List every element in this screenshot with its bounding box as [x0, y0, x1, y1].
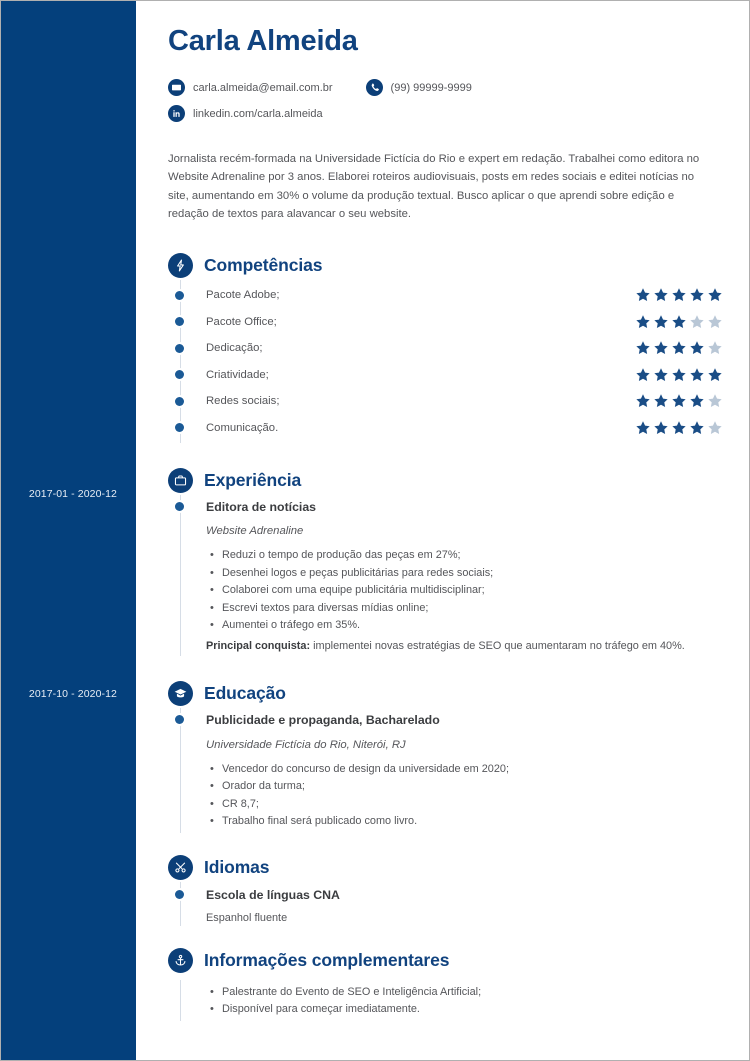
contact-row-primary — [168, 79, 731, 96]
envelope-icon — [168, 79, 185, 96]
star-icon — [689, 287, 705, 303]
list-item: • Disponível para começar imediatamente. — [222, 1001, 731, 1018]
star-icon — [707, 287, 723, 303]
list-item: • Aumentei o tráfego em 35%. — [222, 617, 731, 634]
list-item: • Colaborei com uma equipe publicitária multidisciplinar; — [222, 582, 731, 599]
contact-phone[interactable] — [366, 79, 472, 96]
bullet-dot — [175, 502, 184, 511]
experience-bullets — [206, 547, 731, 634]
section-skills — [168, 248, 731, 443]
skill-rating — [635, 314, 723, 330]
timeline-line — [180, 706, 181, 832]
star-icon — [653, 314, 669, 330]
tools-icon — [168, 855, 193, 880]
star-icon — [671, 314, 687, 330]
star-icon — [653, 367, 669, 383]
graduation-cap-icon — [168, 681, 193, 706]
star-icon — [671, 340, 687, 356]
star-icon — [671, 367, 687, 383]
timeline-line — [180, 881, 181, 926]
skill-name: Comunicação. — [206, 421, 279, 434]
star-icon — [689, 340, 705, 356]
section-languages-title: Idiomas — [204, 857, 270, 878]
section-education — [168, 676, 731, 832]
star-icon — [671, 420, 687, 436]
bullet-dot — [175, 317, 184, 326]
resume-content — [136, 1, 749, 1021]
sidebar-date-experience: 2017-01 - 2020-12 — [28, 488, 117, 500]
bullet-dot — [175, 370, 184, 379]
experience-entry — [206, 497, 731, 654]
section-experience — [168, 463, 731, 656]
section-languages-header — [168, 851, 731, 885]
bullet-dot — [175, 423, 184, 432]
section-education-title: Educação — [204, 682, 286, 703]
phone-icon — [366, 79, 383, 96]
star-icon — [635, 393, 651, 409]
skill-row — [206, 309, 731, 336]
star-icon — [635, 367, 651, 383]
skill-name: Dedicação; — [206, 342, 263, 355]
experience-company: Website Adrenaline — [206, 525, 304, 538]
skill-row — [206, 335, 731, 362]
skill-name: Redes sociais; — [206, 395, 280, 408]
star-icon — [707, 367, 723, 383]
star-icon — [707, 393, 723, 409]
section-additional-title: Informações complementares — [204, 950, 450, 971]
section-experience-body — [168, 497, 731, 656]
language-school-text: Escola de línguas CNA — [206, 887, 340, 902]
section-experience-title: Experiência — [204, 469, 302, 490]
star-icon — [707, 340, 723, 356]
list-item: • CR 8,7; — [222, 796, 731, 813]
section-additional — [168, 944, 731, 1021]
section-languages-body — [168, 885, 731, 926]
bullet-dot — [175, 344, 184, 353]
skill-row — [206, 415, 731, 442]
star-icon — [689, 393, 705, 409]
education-degree-text: Publicidade e propaganda, Bacharelado — [206, 713, 440, 728]
star-icon — [707, 314, 723, 330]
bullet-dot — [175, 715, 184, 724]
anchor-icon — [168, 948, 193, 973]
sidebar — [1, 1, 136, 1060]
experience-job-title-text: Editora de notícias — [206, 500, 317, 515]
section-skills-title: Competências — [204, 254, 323, 275]
star-icon — [635, 287, 651, 303]
experience-job-title — [206, 497, 731, 513]
contact-row-secondary — [168, 105, 731, 122]
timeline-line — [180, 493, 181, 656]
list-item: • Orador da turma; — [222, 778, 731, 795]
education-degree — [206, 710, 731, 726]
skill-row — [206, 388, 731, 415]
skill-name: Criatividade; — [206, 368, 269, 381]
section-education-header — [168, 676, 731, 710]
section-additional-header — [168, 944, 731, 978]
skill-rating — [635, 287, 723, 303]
skill-name: Pacote Adobe; — [206, 289, 280, 302]
list-item: • Escrevi textos para diversas mídias online; — [222, 600, 731, 617]
section-languages — [168, 851, 731, 926]
contact-email[interactable] — [168, 79, 333, 96]
briefcase-icon — [168, 468, 193, 493]
contact-phone-text: (99) 99999-9999 — [390, 81, 472, 94]
timeline-line — [180, 278, 181, 443]
additional-bullets — [206, 984, 731, 1019]
bullet-dot — [175, 397, 184, 406]
skill-rating — [635, 393, 723, 409]
skill-row — [206, 362, 731, 389]
section-education-body — [168, 710, 731, 832]
list-item: • Desenhei logos e peças publicitárias para redes sociais; — [222, 565, 731, 582]
star-icon — [653, 287, 669, 303]
achievement-label: Principal conquista: — [206, 639, 311, 652]
star-icon — [635, 420, 651, 436]
skill-rating — [635, 340, 723, 356]
language-entry — [206, 885, 731, 924]
education-bullets — [206, 761, 731, 831]
education-entry — [206, 710, 731, 830]
list-item: • Palestrante do Evento de SEO e Inteligência Artificial; — [222, 984, 731, 1001]
contact-linkedin[interactable] — [168, 105, 323, 122]
star-icon — [671, 393, 687, 409]
section-experience-header — [168, 463, 731, 497]
star-icon — [689, 314, 705, 330]
contact-linkedin-text: linkedin.com/carla.almeida — [193, 107, 323, 120]
skill-row — [206, 282, 731, 309]
list-item: • Trabalho final será publicado como livro. — [222, 813, 731, 830]
list-item: • Vencedor do concurso de design da universidade em 2020; — [222, 761, 731, 778]
achievement-text: implementei novas estratégias de SEO que aumentaram no tráfego em 40%. — [310, 639, 685, 652]
star-icon — [707, 420, 723, 436]
page-title: Carla Almeida — [168, 25, 358, 57]
professional-summary: Jornalista recém-formada na Universidade Fictícia do Rio e expert em redação. Trabalhei como editora no Website Adrenaline por 3 anos. Elaborei roteiros audiovisuais, posts em redes sociais e editei notícias no site, aumentando em 30% o volume da produção textual. Busco aplicar o que aprendi sobre edição e redação de textos para alavancar o seu website. — [168, 153, 700, 220]
star-icon — [653, 393, 669, 409]
skill-rating — [635, 420, 723, 436]
skill-rating — [635, 367, 723, 383]
section-skills-body — [168, 282, 731, 443]
star-icon — [689, 420, 705, 436]
lightning-bolt-icon — [168, 253, 193, 278]
star-icon — [653, 340, 669, 356]
bullet-dot — [175, 291, 184, 300]
star-icon — [653, 420, 669, 436]
bullet-dot — [175, 890, 184, 899]
contact-email-text: carla.almeida@email.com.br — [193, 81, 333, 94]
language-school — [206, 885, 731, 901]
education-institution: Universidade Fictícia do Rio, Niterói, RJ — [206, 738, 406, 751]
star-icon — [689, 367, 705, 383]
skill-name: Pacote Office; — [206, 315, 277, 328]
timeline-line — [180, 980, 181, 1021]
contact-block — [168, 79, 731, 122]
language-level: Espanhol fluente — [206, 911, 288, 924]
star-icon — [635, 340, 651, 356]
linkedin-icon — [168, 105, 185, 122]
experience-achievement — [206, 639, 731, 654]
section-skills-header — [168, 248, 731, 282]
star-icon — [671, 287, 687, 303]
list-item: • Reduzi o tempo de produção das peças em 27%; — [222, 547, 731, 564]
section-additional-body — [168, 984, 731, 1021]
sidebar-date-education: 2017-10 - 2020-12 — [28, 688, 117, 700]
star-icon — [635, 314, 651, 330]
